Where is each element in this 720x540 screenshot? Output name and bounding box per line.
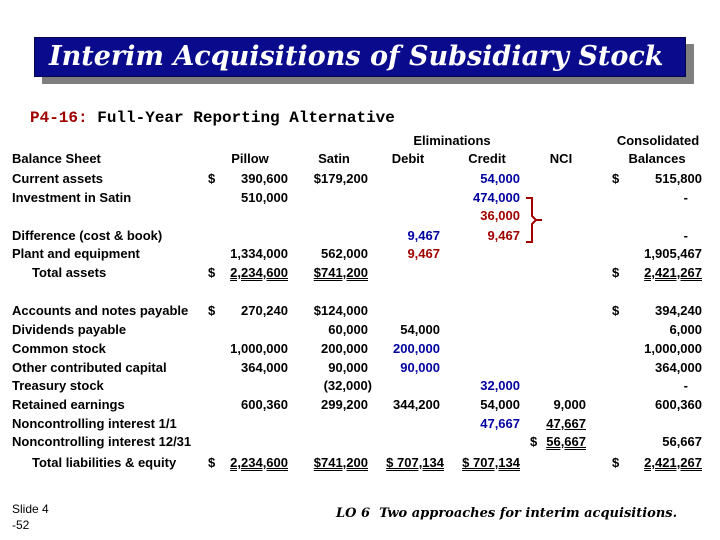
cons-value: 1,000,000 <box>644 341 702 356</box>
cons-value: - <box>683 228 688 243</box>
brace-icon <box>522 196 552 244</box>
title-bar <box>34 37 686 77</box>
slide-title: Interim Acquisitions of Subsidiary Stock <box>49 41 664 72</box>
cons-value: 515,800 <box>655 171 702 186</box>
credit-value: 36,000 <box>480 208 520 223</box>
row-label: Treasury stock <box>12 378 104 393</box>
credit-value: 47,667 <box>480 416 520 431</box>
nci-value: 56,667 <box>546 434 586 449</box>
credit-value: 54,000 <box>480 397 520 412</box>
slide-number-line2: -52 <box>12 518 30 532</box>
cons-sign: $ <box>612 265 620 280</box>
pillow-value: 1,000,000 <box>230 341 288 356</box>
header-debit: Debit <box>391 151 425 166</box>
row-label: Total liabilities & equity <box>32 455 177 470</box>
row-label: Noncontrolling interest 12/31 <box>12 434 192 449</box>
debit-value: 200,000 <box>393 341 440 356</box>
satin-value: $124,000 <box>313 303 368 318</box>
header-pillow: Pillow <box>231 151 269 166</box>
slide-number <box>12 501 49 533</box>
cons-sign: $ <box>612 303 620 318</box>
satin-value: $741,200 <box>313 455 368 470</box>
slide-number-line1: Slide 4 <box>12 502 49 516</box>
debit-value: 9,467 <box>407 246 440 261</box>
header-nci: NCI <box>549 151 573 166</box>
cons-value: 2,421,267 <box>644 265 702 280</box>
satin-value: $741,200 <box>313 265 368 280</box>
header-balances: Balances <box>628 151 686 166</box>
cons-value: 2,421,267 <box>644 455 702 470</box>
row-label: Current assets <box>12 171 104 186</box>
pillow-value: 270,240 <box>241 303 288 318</box>
credit-value: 9,467 <box>487 228 520 243</box>
cons-value: 600,360 <box>655 397 702 412</box>
nci-sign: $ <box>530 434 538 449</box>
satin-value: 562,000 <box>321 246 368 261</box>
header-satin: Satin <box>318 151 350 166</box>
cons-sign: $ <box>612 455 620 470</box>
row-label: Accounts and notes payable <box>12 303 189 318</box>
row-label: Difference (cost & book) <box>12 228 163 243</box>
cons-sign: $ <box>612 171 620 186</box>
row-label: Noncontrolling interest 1/1 <box>12 416 177 431</box>
pillow-sign: $ <box>208 303 216 318</box>
pillow-value: 364,000 <box>241 360 288 375</box>
pillow-sign: $ <box>208 455 216 470</box>
pillow-value: 2,234,600 <box>230 265 288 280</box>
satin-value: (32,000) <box>323 378 372 393</box>
pillow-value: 1,334,000 <box>230 246 288 261</box>
pillow-sign: $ <box>208 171 216 186</box>
row-label: Plant and equipment <box>12 246 140 261</box>
satin-value: $179,200 <box>313 171 368 186</box>
row-label: Retained earnings <box>12 397 125 412</box>
cons-value: - <box>683 378 688 393</box>
row-label: Investment in Satin <box>12 190 132 205</box>
pillow-value: 2,234,600 <box>230 455 288 470</box>
subtitle-text: Full-Year Reporting Alternative <box>97 109 395 127</box>
nci-value: 9,000 <box>553 397 586 412</box>
cons-value: 394,240 <box>655 303 702 318</box>
credit-value: 54,000 <box>480 171 520 186</box>
satin-value: 90,000 <box>328 360 368 375</box>
cons-value: 56,667 <box>662 434 702 449</box>
header-balance-sheet: Balance Sheet <box>12 151 101 166</box>
header-eliminations: Eliminations <box>413 133 491 148</box>
debit-value: $ 707,134 <box>386 455 444 470</box>
credit-value: 474,000 <box>473 190 520 205</box>
cons-value: 6,000 <box>669 322 702 337</box>
header-credit: Credit <box>468 151 506 166</box>
satin-value: 200,000 <box>321 341 368 356</box>
pillow-value: 510,000 <box>241 190 288 205</box>
debit-value: 54,000 <box>400 322 440 337</box>
debit-value: 90,000 <box>400 360 440 375</box>
satin-value: 299,200 <box>321 397 368 412</box>
cons-value: 364,000 <box>655 360 702 375</box>
header-consolidated: Consolidated <box>616 133 700 148</box>
debit-value: 9,467 <box>407 228 440 243</box>
cons-value: - <box>683 190 688 205</box>
row-label: Total assets <box>32 265 107 280</box>
credit-value: 32,000 <box>480 378 520 393</box>
row-label: Common stock <box>12 341 106 356</box>
slide-subtitle <box>30 109 395 127</box>
pillow-value: 600,360 <box>241 397 288 412</box>
row-label: Other contributed capital <box>12 360 167 375</box>
problem-code: P4-16: <box>30 109 88 127</box>
pillow-sign: $ <box>208 265 216 280</box>
credit-value: $ 707,134 <box>462 455 520 470</box>
cons-value: 1,905,467 <box>644 246 702 261</box>
learning-objective-note: LO 6 Two approaches for interim acquisitions. <box>336 506 678 521</box>
satin-value: 60,000 <box>328 322 368 337</box>
row-label: Dividends payable <box>12 322 127 337</box>
nci-value: 47,667 <box>546 416 586 431</box>
debit-value: 344,200 <box>393 397 440 412</box>
pillow-value: 390,600 <box>241 171 288 186</box>
